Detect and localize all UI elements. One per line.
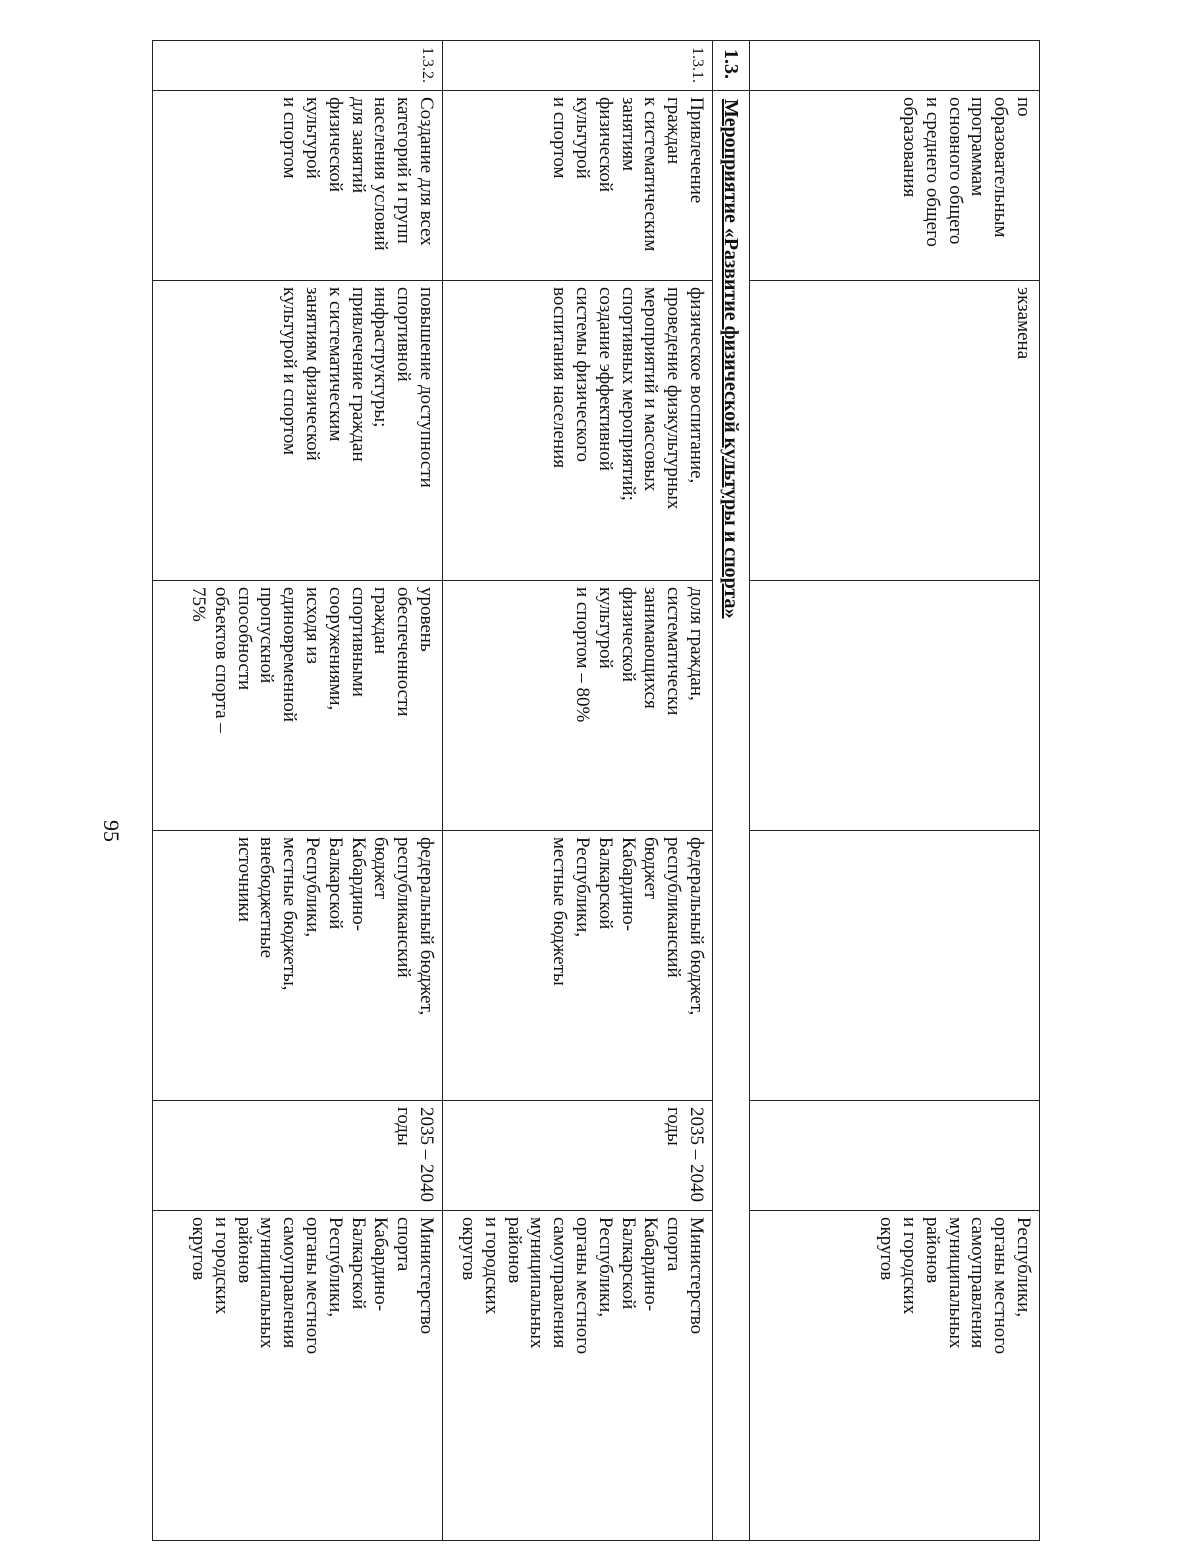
cell-activity-name: Привлечение граждан к систематическим занятиям физической культурой и спортом [443,91,713,281]
cell-indicator: уровень обеспеченности граждан спортивными сооружениями, исходя из единовременной пропускной способности объектов спорта – 75% [153,581,443,831]
table-row [443,41,713,1541]
cell-number [750,41,1040,91]
cell-period: 2035 – 2040 годы [443,1101,713,1211]
cell-activity-name: Создание для всех категорий и групп населения условий для занятий физической культурой и спортом [153,91,443,281]
cell-sources: федеральный бюджет, республиканский бюджет Кабардино- Балкарской Республики, местные бюджеты [443,831,713,1101]
section-title: Мероприятие «Развитие физической культуры и спорта» [720,99,742,619]
table-row [153,41,443,1541]
program-table [152,40,1040,1541]
section-row [713,41,750,1541]
cell-responsible: Министерство спорта Кабардино- Балкарской Республики, органы местного самоуправления муниципальных районов и городских округов [443,1211,713,1541]
cell-period: 2035 – 2040 годы [153,1101,443,1211]
rotated-table-container [160,40,1040,1540]
cell-responsible: Министерство спорта Кабардино- Балкарской Республики, органы местного самоуправления муниципальных районов и городских округов [153,1211,443,1541]
cell-tasks: физическое воспитание, проведение физкультурных мероприятий и массовых спортивных мероприятий; создание эффективной системы физического воспитания населения [443,281,713,581]
cell-indicator: доля граждан, систематически занимающихся физической культурой и спортом – 80% [443,581,713,831]
cell-period [750,1101,1040,1211]
cell-activity-name: по образовательным программам основного общего и среднего общего образования [750,91,1040,281]
row-number: 1.3.1. [443,41,713,91]
cell-responsible: Республики, органы местного самоуправления муниципальных районов и городских округов [750,1211,1040,1541]
row-number: 1.3.2. [153,41,443,91]
page-number: 95 [99,820,124,842]
cell-tasks: повышение доступности спортивной инфраструктуры; привлечение граждан к систематическим занятиям физической культурой и спортом [153,281,443,581]
cell-indicator [750,581,1040,831]
table-row-continued [750,41,1040,1541]
cell-sources: федеральный бюджет, республиканский бюджет Кабардино- Балкарской Республики, местные бюджеты, внебюджетные источники [153,831,443,1101]
cell-sources [750,831,1040,1101]
section-title-cell [713,91,750,1541]
cell-tasks: экзамена [750,281,1040,581]
section-number: 1.3. [713,41,750,91]
